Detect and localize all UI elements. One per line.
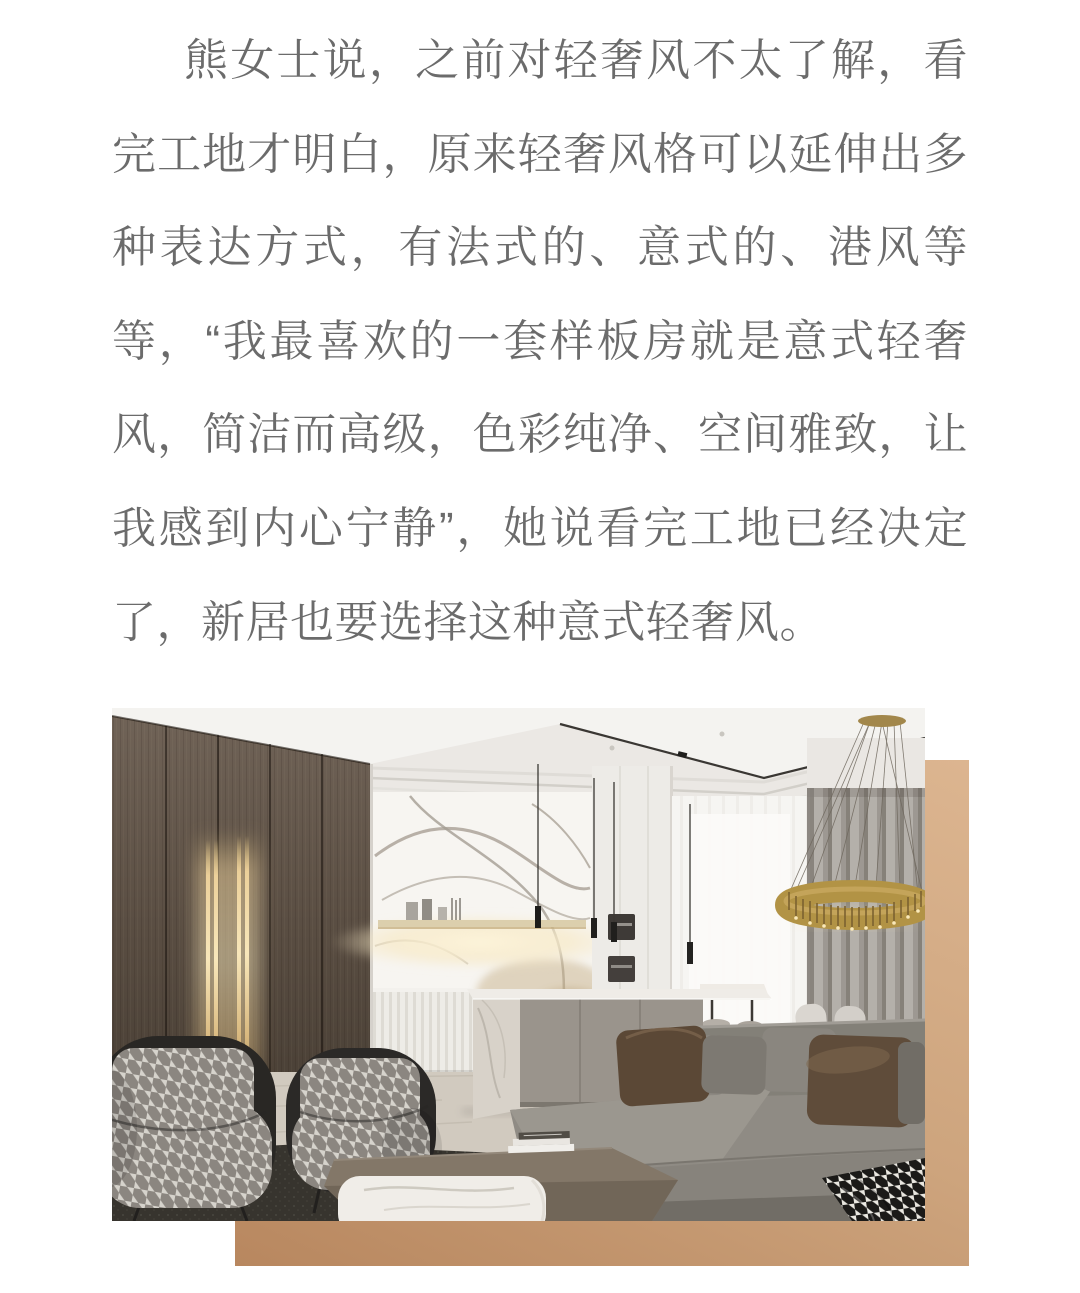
paragraph-line: 等，“我最喜欢的一套样板房就是意式轻奢 [112, 316, 968, 366]
marble-side-table [338, 1176, 546, 1221]
interior-photo [112, 708, 925, 1221]
article-paragraph [112, 14, 968, 669]
armchair-left [112, 1036, 276, 1221]
wall-above-curtain [807, 738, 925, 796]
paragraph-line: 了，新居也要选择这种意式轻奢风。 [112, 597, 824, 647]
paragraph-line: 我感到内心宁静”，她说看完工地已经决定 [112, 503, 968, 553]
paragraph-line: 完工地才明白，原来轻奢风格可以延伸出多 [112, 129, 968, 179]
paragraph-line: 熊女士说，之前对轻奢风不太了解，看 [184, 36, 968, 85]
paragraph-line: 种表达方式，有法式的、意式的、港风等 [112, 223, 968, 273]
paragraph-line: 风，简洁而高级，色彩纯净、空间雅致，让 [112, 410, 968, 460]
